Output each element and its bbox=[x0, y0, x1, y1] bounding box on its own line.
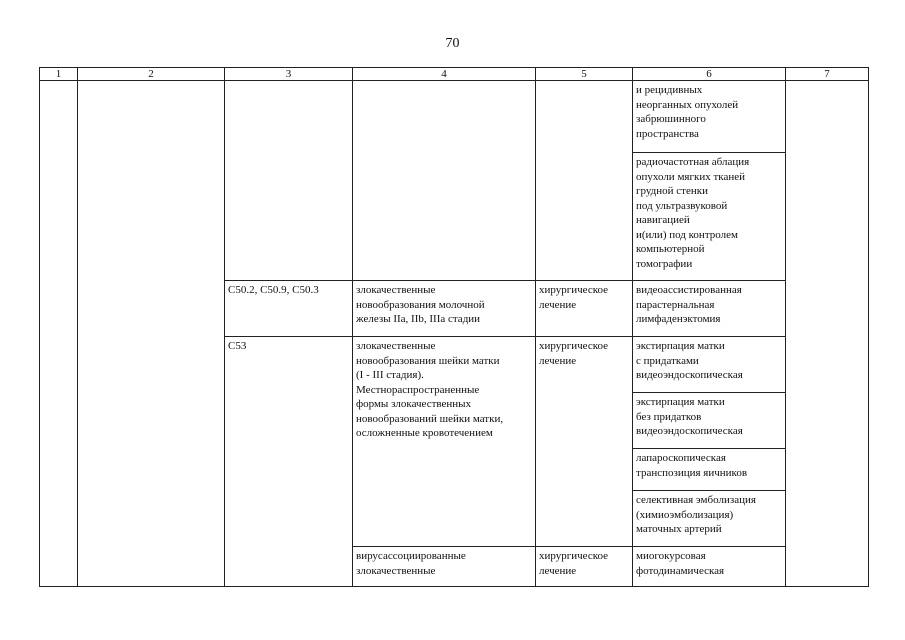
cell-col6: миогокурсовая фотодинамическая bbox=[633, 547, 786, 587]
cell-col3: C53 bbox=[225, 337, 353, 587]
column-header-5: 5 bbox=[536, 68, 633, 81]
column-header-6: 6 bbox=[633, 68, 786, 81]
column-header-2: 2 bbox=[78, 68, 225, 81]
cell-col4: злокачественные новообразования молочной железы IIa, IIb, IIIa стадии bbox=[353, 281, 536, 337]
cell-col5: хирургическое лечение bbox=[536, 281, 633, 337]
document-table bbox=[39, 67, 869, 587]
column-header-3: 3 bbox=[225, 68, 353, 81]
cell-col6: видеоассистированная парастернальная лимфаденэктомия bbox=[633, 281, 786, 337]
cell-col7 bbox=[786, 81, 869, 587]
cell-col6: экстирпация матки без придатков видеоэндоскопическая bbox=[633, 393, 786, 449]
header-row bbox=[40, 68, 869, 81]
cell-col6: селективная эмболизация (химиоэмболизация) маточных артерий bbox=[633, 491, 786, 547]
cell-col6: экстирпация матки с придатками видеоэндоскопическая bbox=[633, 337, 786, 393]
cell-col6: и рецидивных неорганных опухолей забрюшинного пространства bbox=[633, 81, 786, 153]
cell-col3 bbox=[225, 81, 353, 281]
cell-col4: злокачественные новообразования шейки матки (I - III стадия). Местнораспространенные формы злокачественных новообразований шейки матки, осложненные кровотечением bbox=[353, 337, 536, 547]
cell-col4: вирусассоциированные злокачественные bbox=[353, 547, 536, 587]
column-header-7: 7 bbox=[786, 68, 869, 81]
page-number: 70 bbox=[445, 36, 460, 51]
cell-col5: хирургическое лечение bbox=[536, 547, 633, 587]
cell-col5: хирургическое лечение bbox=[536, 337, 633, 547]
cell-col6: лапароскопическая транспозиция яичников bbox=[633, 449, 786, 491]
cell-col6: радиочастотная аблация опухоли мягких тканей грудной стенки под ультразвуковой навигацией и(или) под контролем компьютерной томографии bbox=[633, 153, 786, 281]
cell-col5 bbox=[536, 81, 633, 281]
column-header-4: 4 bbox=[353, 68, 536, 81]
cell-col2 bbox=[78, 81, 225, 587]
cell-col1 bbox=[40, 81, 78, 587]
cell-col3: C50.2, C50.9, C50.3 bbox=[225, 281, 353, 337]
cell-col4 bbox=[353, 81, 536, 281]
table-row bbox=[40, 81, 869, 153]
column-header-1: 1 bbox=[40, 68, 78, 81]
